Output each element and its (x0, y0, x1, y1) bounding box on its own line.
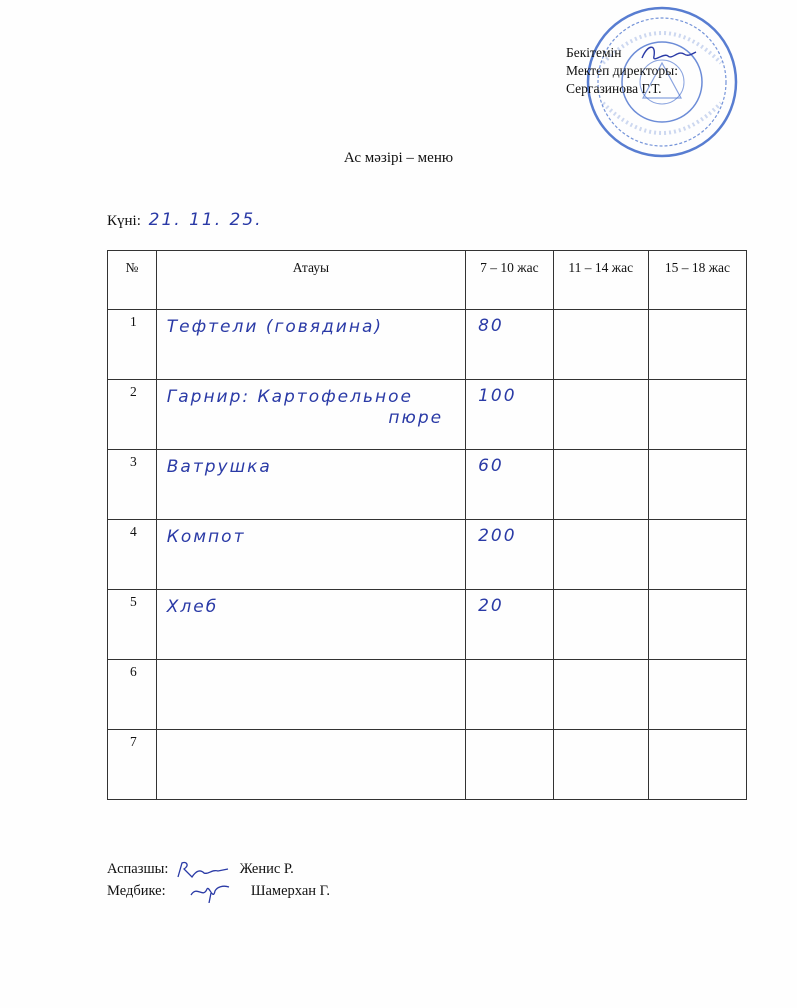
cook-label: Аспазшы: (107, 861, 169, 877)
portion-11-14-cell (553, 590, 648, 660)
portion-11-14-cell (553, 520, 648, 590)
signature-block (107, 858, 330, 902)
page-title: Ас мәзірі – меню (343, 150, 454, 166)
portion-11-14 (554, 730, 648, 736)
row-number: 6 (130, 664, 137, 679)
portion-7-10-cell (466, 590, 554, 660)
dish-name-continued: пюре (388, 408, 444, 428)
dish-name: Компот (166, 527, 246, 547)
row-number-cell (108, 660, 157, 730)
portion-7-10 (466, 660, 553, 666)
approval-line-2: Мектеп директоры: (566, 63, 678, 78)
row-number-cell (108, 730, 157, 800)
row-number-cell (108, 450, 157, 520)
dish-name: Тефтели (говядина) (166, 317, 384, 337)
row-number-cell (108, 590, 157, 660)
portion-7-10-cell (466, 310, 554, 380)
table-header-row (108, 251, 747, 310)
col-header-age-7-10: 7 – 10 жас (466, 251, 554, 310)
date-row (107, 210, 263, 230)
portion-7-10: 20 (478, 596, 504, 616)
portion-15-18 (649, 730, 746, 736)
portion-7-10-cell (466, 380, 554, 450)
dish-name-cell (156, 450, 465, 520)
portion-7-10 (466, 730, 553, 736)
dish-name (157, 730, 465, 736)
portion-7-10-cell (466, 730, 554, 800)
dish-name (157, 660, 465, 666)
portion-15-18-cell (648, 730, 746, 800)
nurse-row (107, 880, 330, 902)
date-label: Күні: (107, 213, 141, 229)
portion-15-18 (649, 520, 746, 526)
table-row (108, 380, 747, 450)
portion-15-18 (649, 310, 746, 316)
table-row (108, 520, 747, 590)
col-header-name: Атауы (156, 251, 465, 310)
portion-15-18-cell (648, 520, 746, 590)
row-number: 4 (130, 524, 137, 539)
row-number: 5 (130, 594, 137, 609)
date-value: 21. 11. 25. (148, 210, 263, 230)
portion-15-18-cell (648, 450, 746, 520)
col-header-age-11-14: 11 – 14 жас (553, 251, 648, 310)
table-row (108, 310, 747, 380)
cook-name: Женис Р. (239, 861, 294, 877)
cook-signature (172, 859, 232, 881)
row-number: 7 (130, 734, 137, 749)
col-header-number: № (108, 251, 157, 310)
portion-15-18-cell (648, 590, 746, 660)
director-signature (638, 42, 698, 66)
table-row (108, 730, 747, 800)
portion-15-18-cell (648, 380, 746, 450)
cook-row (107, 858, 330, 880)
portion-15-18 (649, 380, 746, 386)
portion-7-10-cell (466, 520, 554, 590)
row-number: 3 (130, 454, 137, 469)
portion-11-14 (554, 590, 648, 596)
portion-11-14-cell (553, 450, 648, 520)
portion-11-14 (554, 380, 648, 386)
portion-7-10-cell (466, 450, 554, 520)
dish-name-cell (156, 520, 465, 590)
portion-15-18 (649, 590, 746, 596)
portion-7-10-cell (466, 660, 554, 730)
row-number-cell (108, 520, 157, 590)
portion-11-14 (554, 660, 648, 666)
nurse-signature (183, 881, 243, 903)
menu-table (107, 250, 747, 800)
row-number-cell (108, 310, 157, 380)
portion-15-18-cell (648, 310, 746, 380)
portion-7-10: 60 (478, 456, 504, 476)
portion-15-18-cell (648, 660, 746, 730)
portion-15-18 (649, 450, 746, 456)
portion-11-14 (554, 520, 648, 526)
portion-7-10: 200 (478, 526, 517, 546)
table-row (108, 590, 747, 660)
row-number-cell (108, 380, 157, 450)
dish-name-cell (156, 590, 465, 660)
table-row (108, 660, 747, 730)
approval-line-3: Сергазинова Г.Т. (566, 81, 662, 96)
portion-11-14-cell (553, 310, 648, 380)
portion-11-14-cell (553, 380, 648, 450)
portion-11-14-cell (553, 660, 648, 730)
portion-11-14 (554, 310, 648, 316)
nurse-label: Медбике: (107, 883, 166, 899)
row-number: 2 (130, 384, 137, 399)
col-header-age-15-18: 15 – 18 жас (648, 251, 746, 310)
dish-name-cell (156, 380, 465, 450)
table-row (108, 450, 747, 520)
dish-name-cell (156, 730, 465, 800)
dish-name: Ватрушка (166, 457, 272, 477)
dish-name-cell (156, 310, 465, 380)
table-body (108, 310, 747, 800)
approval-line-1: Бекітемін (566, 45, 622, 60)
portion-7-10: 100 (478, 386, 517, 406)
portion-15-18 (649, 660, 746, 666)
row-number: 1 (130, 314, 137, 329)
nurse-name: Шамерхан Г. (250, 883, 331, 899)
portion-11-14-cell (553, 730, 648, 800)
portion-11-14 (554, 450, 648, 456)
portion-7-10: 80 (478, 316, 504, 336)
dish-name-cell (156, 660, 465, 730)
dish-name: Хлеб (166, 597, 219, 617)
dish-name: Гарнир: Картофельное (166, 387, 413, 407)
